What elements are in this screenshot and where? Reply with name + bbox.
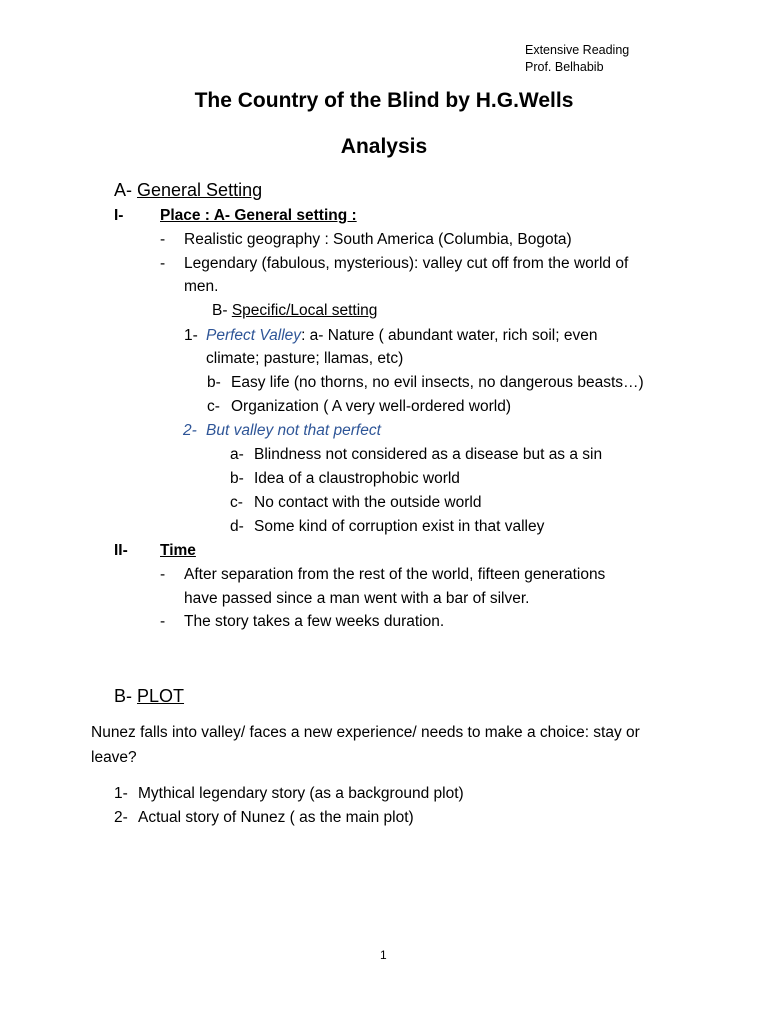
section-b-prefix: B- xyxy=(114,686,138,706)
list-letter: b- xyxy=(230,470,244,487)
list-letter: b- xyxy=(207,374,221,391)
list-letter: c- xyxy=(230,494,243,511)
list-item-text: Blindness not considered as a disease but as a sin xyxy=(254,446,603,463)
specific-setting-heading xyxy=(212,302,377,320)
bullet-text: Realistic geography : South America (Columbia, Bogota) xyxy=(184,231,572,248)
list-item-text: No contact with the outside world xyxy=(254,494,482,511)
list-letter: a- xyxy=(230,446,244,463)
bullet-dash: - xyxy=(160,566,166,583)
header-course: Extensive Reading xyxy=(525,43,630,57)
bullet-dash: - xyxy=(160,255,166,272)
list-item-text: Organization ( A very well-ordered world) xyxy=(231,398,511,415)
bullet-text-continued: have passed since a man went with a bar of silver. xyxy=(184,590,530,607)
list-letter: d- xyxy=(230,518,244,535)
list-number: 1- xyxy=(114,785,128,802)
section-a-title: General Setting xyxy=(137,180,263,200)
place-heading: Place : A- General setting : xyxy=(160,207,357,224)
not-perfect-label: But valley not that perfect xyxy=(206,422,381,439)
perfect-valley-text: : a- Nature ( abundant water, rich soil; even xyxy=(301,327,598,344)
roman-numeral-i: I- xyxy=(114,207,124,224)
list-item-text: Actual story of Nunez ( as the main plot) xyxy=(138,809,414,826)
list-number: 2- xyxy=(114,809,128,826)
time-heading: Time xyxy=(160,542,196,559)
list-item-text: Mythical legendary story (as a background plot) xyxy=(138,785,464,802)
section-a-heading xyxy=(114,180,262,201)
section-b-title: PLOT xyxy=(137,686,185,706)
bullet-text: Legendary (fabulous, mysterious): valley cut off from the world of xyxy=(184,255,629,272)
section-a-prefix: A- xyxy=(114,180,138,200)
plot-paragraph-continued: leave? xyxy=(91,749,137,766)
plot-paragraph: Nunez falls into valley/ faces a new experience/ needs to make a choice: stay or xyxy=(91,724,640,741)
perfect-valley-label: Perfect Valley xyxy=(206,327,302,344)
header-professor: Prof. Belhabib xyxy=(525,60,604,74)
list-item-text: Some kind of corruption exist in that valley xyxy=(254,518,545,535)
section-b-heading xyxy=(114,686,184,707)
list-letter: c- xyxy=(207,398,220,415)
bullet-text: After separation from the rest of the world, fifteen generations xyxy=(184,566,606,583)
list-number: 1- xyxy=(184,327,198,344)
bullet-text-continued: men. xyxy=(184,278,219,295)
list-number: 2- xyxy=(183,422,197,439)
page-number: 1 xyxy=(380,948,387,962)
specific-setting-prefix: B- xyxy=(212,302,232,319)
list-item-text: Easy life (no thorns, no evil insects, no dangerous beasts…) xyxy=(231,374,644,391)
list-item-text: Idea of a claustrophobic world xyxy=(254,470,460,487)
roman-numeral-ii: II- xyxy=(114,542,128,559)
bullet-dash: - xyxy=(160,613,166,630)
page-title: The Country of the Blind by H.G.Wells xyxy=(194,89,574,112)
page-subtitle: Analysis xyxy=(340,135,428,158)
bullet-text: The story takes a few weeks duration. xyxy=(184,613,445,630)
specific-setting-label: Specific/Local setting xyxy=(231,302,378,319)
perfect-valley-continued: climate; pasture; llamas, etc) xyxy=(206,350,404,367)
bullet-dash: - xyxy=(160,231,166,248)
perfect-valley-line xyxy=(206,327,597,345)
